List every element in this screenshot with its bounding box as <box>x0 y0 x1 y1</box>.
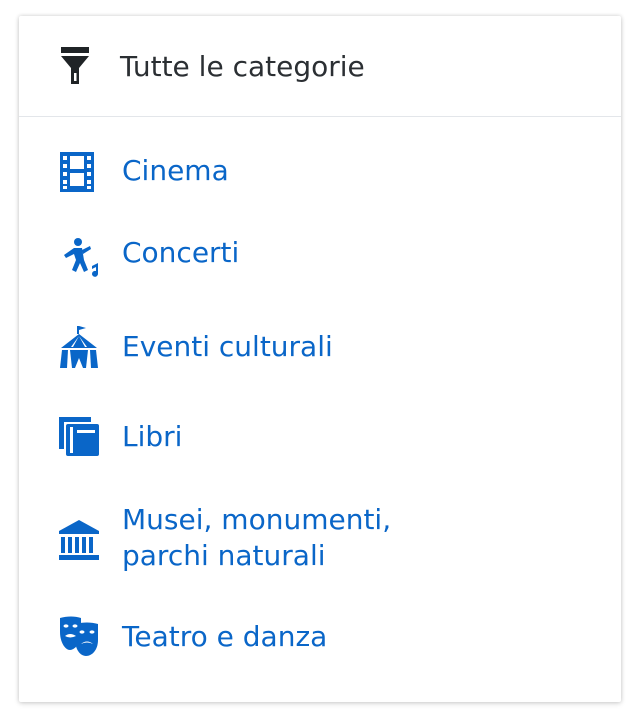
categories-panel <box>19 16 621 702</box>
film-strip-icon <box>57 150 101 194</box>
category-eventi-culturali[interactable] <box>19 324 621 372</box>
category-cinema[interactable] <box>19 148 621 196</box>
category-musei-monumenti-parchi[interactable] <box>19 500 621 580</box>
category-label: Eventi culturali <box>122 330 333 363</box>
filter-icon <box>60 46 90 86</box>
all-categories-header[interactable] <box>19 16 621 117</box>
category-teatro-danza[interactable] <box>19 614 621 662</box>
category-label-line2: parchi naturali <box>122 539 326 572</box>
category-libri[interactable] <box>19 414 621 462</box>
museum-icon <box>57 518 101 562</box>
category-label: Libri <box>122 420 183 453</box>
dancing-person-icon <box>57 236 101 280</box>
circus-tent-icon <box>57 326 101 370</box>
category-label: Concerti <box>122 236 240 269</box>
all-categories-title: Tutte le categorie <box>120 50 365 83</box>
books-icon <box>57 414 101 458</box>
category-concerti[interactable] <box>19 232 621 280</box>
category-label: Teatro e danza <box>122 620 328 653</box>
category-label: Cinema <box>122 154 229 187</box>
theater-masks-icon <box>57 614 101 658</box>
category-label-line1: Musei, monumenti, <box>122 503 392 536</box>
